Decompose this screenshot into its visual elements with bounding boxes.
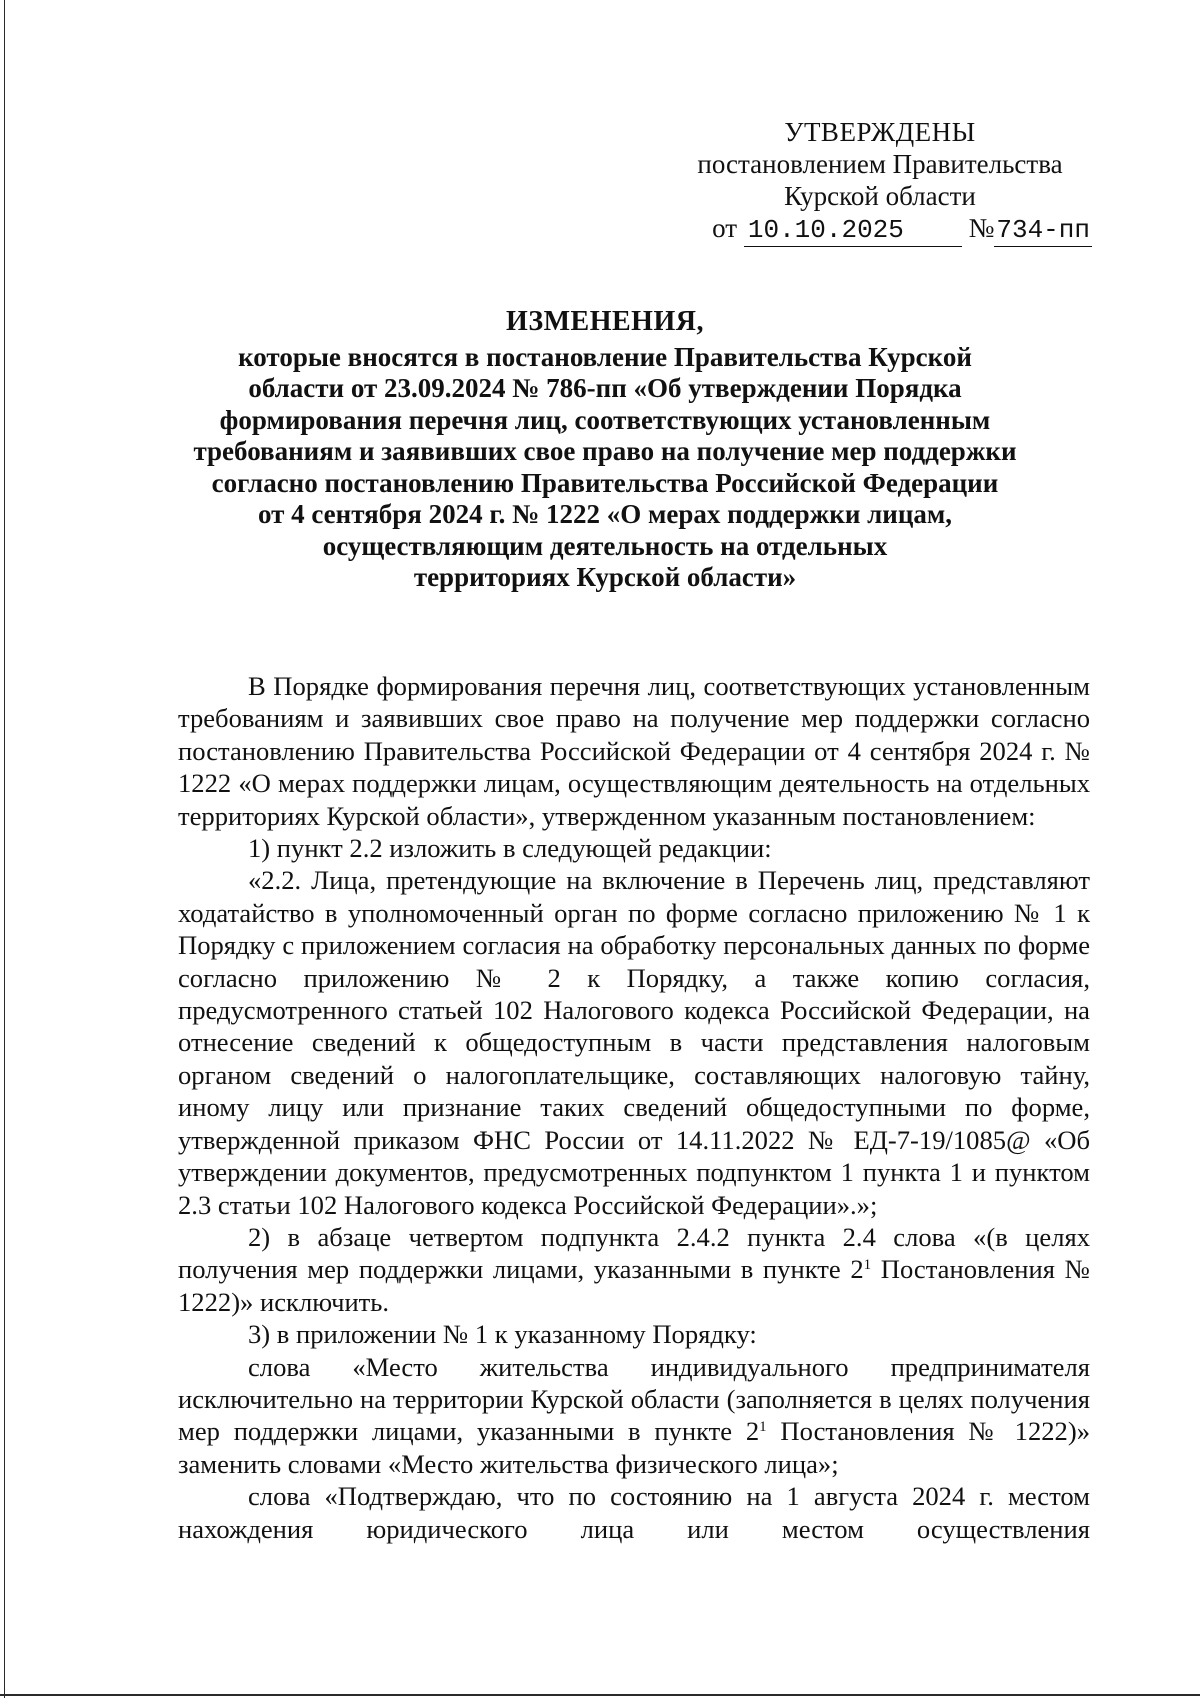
document-title	[160, 306, 1050, 594]
approval-title: УТВЕРЖДЕНЫ	[784, 117, 976, 147]
item-2-text-end: Постановления № 1222)» исключить.	[178, 1254, 1090, 1317]
intro-paragraph: В Порядке формирования перечня лиц, соответствующих установленным требованиям и заявивших свое право на получение мер поддержки согласно постановлению Правительства Российской Федерации от 4 сентября 2024 г. № 1222 «О мерах поддержки лицам, осуществляющим деятельность на отдельных территориях Курской области», утвержденном указанным постановлением:	[178, 671, 1090, 831]
item-3-p1-text: слова «Место жительства индивидуального предпринимателя исключительно на территории Курской области (заполняется в целях получения мер поддержки лицами, указанными в пункте 2	[178, 1351, 1090, 1447]
approval-number: 734-пп	[996, 215, 1090, 245]
item-3-paragraph-1	[178, 1351, 1090, 1481]
title-line: осуществляющим деятельность на отдельных	[322, 530, 888, 561]
number-prefix: №	[968, 213, 995, 243]
item-1-heading: 1) пункт 2.2 изложить в следующей редакции:	[248, 833, 772, 864]
approval-date-line	[660, 212, 1100, 247]
document-body	[178, 670, 1090, 1545]
title-line: области от 23.09.2024 № 786-пп «Об утверждении Порядка	[248, 373, 962, 403]
title-line: требованиям и заявивших свое право на получение мер поддержки	[193, 436, 1017, 466]
item-3-heading: 3) в приложении № 1 к указанному Порядку:	[248, 1319, 757, 1350]
title-line: территориях Курской области»	[413, 562, 797, 592]
approval-line-3: Курской области	[784, 181, 976, 211]
item-2-text: 2) в абзаце четвертом подпункта 2.4.2 пункта 2.4 слова «(в целях получения мер поддержки лицами, указанными в пункте 2	[178, 1221, 1090, 1285]
scan-edge-bottom	[0, 1694, 1200, 1696]
title-heading: ИЗМЕНЕНИЯ,	[506, 306, 704, 337]
approval-line-2: постановлением Правительства	[697, 149, 1063, 179]
title-line: которые вносятся в постановление Правительства Курской	[238, 341, 972, 372]
title-line: от 4 сентября 2024 г. № 1222 «О мерах поддержки лицам,	[257, 499, 953, 529]
item-3-paragraph-2: слова «Подтверждаю, что по состоянию на 1 августа 2024 г. местом нахождения юридического лица или местом осуществления	[178, 1481, 1090, 1544]
item-2-paragraph	[178, 1221, 1090, 1318]
date-prefix: от	[712, 213, 738, 243]
scan-edge-left	[4, 0, 5, 1698]
superscript: 1	[863, 1257, 872, 1274]
title-line: согласно постановлению Правительства Российской Федерации	[211, 467, 999, 498]
approval-block	[660, 116, 1100, 247]
approval-date: 10.10.2025	[744, 214, 962, 247]
item-1-text: «2.2. Лица, претендующие на включение в Перечень лиц, представляют ходатайство в уполномоченный орган по форме согласно приложению № 1 к Порядку с приложением согласия на обработку персональных данных по форме согласно приложению № 2 к Порядку, а также копию согласия, предусмотренного статьей 102 Налогового кодекса Российской Федерации, на отнесение сведений к общедоступным в части представления налоговым органом сведений о налогоплательщике, составляющих налоговую тайну, иному лицу или признание таких сведений общедоступными по форме, утвержденной приказом ФНС России от 14.11.2022 № ЕД-7-19/1085@ «Об утверждении документов, предусмотренных подпунктом 1 пункта 1 и пунктом 2.3 статьи 102 Налогового кодекса Российской Федерации».»;	[178, 865, 1090, 1220]
superscript: 1	[759, 1419, 767, 1436]
item-3-p1-text-end: Постановления № 1222)» заменить словами «Место жительства физического лица»;	[178, 1416, 1090, 1479]
title-line: формирования перечня лиц, соответствующих установленным	[219, 404, 991, 435]
